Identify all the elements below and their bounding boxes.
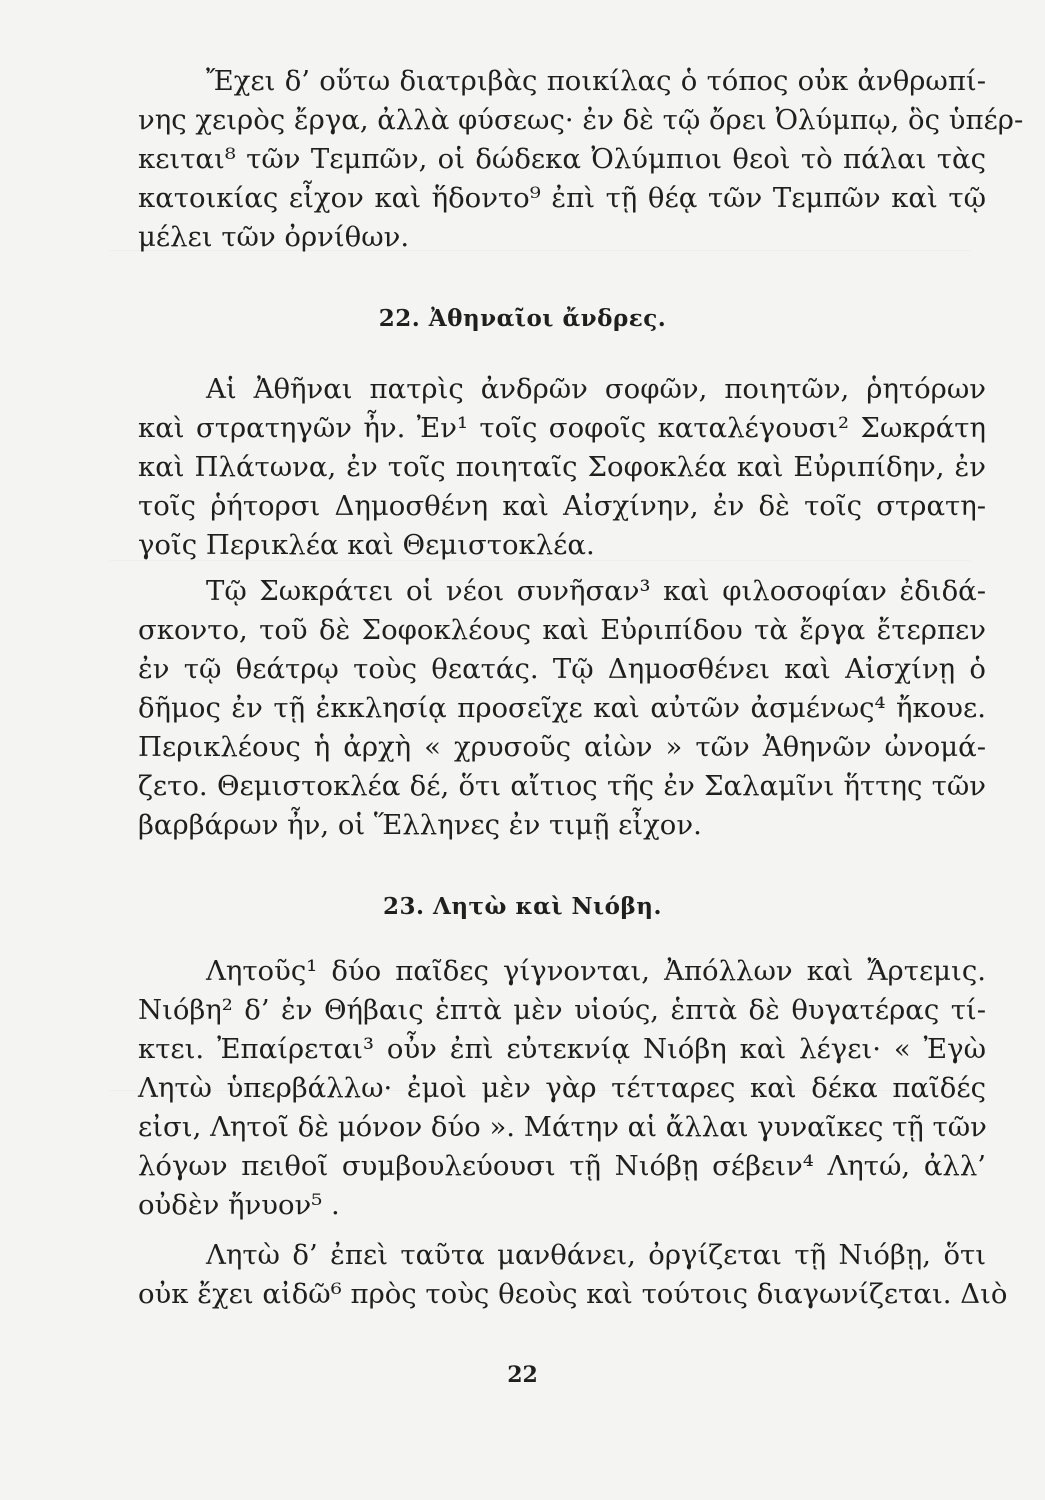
text-line: οὐκ ἔχει αἰδῶ⁶ πρὸς τοὺς θεοὺς καὶ τούτοις διαγωνίζεται. Διὸ (138, 1278, 1008, 1310)
text-line: δῆμος ἐν τῇ ἐκκλησίᾳ προσεῖχε καὶ αὐτῶν ἀσμένως⁴ ἤκουε. (138, 692, 986, 724)
paragraph-22-2 (138, 572, 986, 845)
text-line: γοῖς Περικλέα καὶ Θεμιστοκλέα. (138, 529, 595, 561)
text-line: Νιόβη² δ’ ἐν Θήβαις ἑπτὰ μὲν υἱούς, ἑπτὰ δὲ θυγατέρας τί- (138, 994, 986, 1026)
text-line: τοῖς ῥήτορσι Δημοσθένη καὶ Αἰσχίνην, ἐν δὲ τοῖς στρατη- (138, 490, 986, 522)
text-line: οὐδὲν ἤνυον⁵ . (138, 1189, 340, 1221)
text-line: κειται⁸ τῶν Τεμπῶν, οἱ δώδεκα Ὀλύμπιοι θεοὶ τὸ πάλαι τὰς (138, 143, 986, 175)
paragraph-22-1 (138, 370, 986, 565)
paragraph-intro (138, 62, 1024, 257)
paragraph-23-2 (138, 1236, 1008, 1314)
text-line: σκοντο, τοῦ δὲ Σοφοκλέους καὶ Εὐριπίδου τὰ ἔργα ἔτερπεν (138, 614, 986, 646)
text-line: Περικλέους ἡ ἀρχὴ « χρυσοῦς αἰὼν » τῶν Ἀθηνῶν ὠνομά- (138, 731, 986, 763)
text-line: Τῷ Σωκράτει οἱ νέοι συνῆσαν³ καὶ φιλοσοφίαν ἐδιδά- (206, 575, 986, 607)
text-line: ἐν τῷ θεάτρῳ τοὺς θεατάς. Τῷ Δημοσθένει καὶ Αἰσχίνῃ ὁ (138, 653, 986, 685)
text-line: Αἱ Ἀθῆναι πατρὶς ἀνδρῶν σοφῶν, ποιητῶν, ῥητόρων (206, 373, 986, 405)
section-heading-23: 23. Λητὼ καὶ Νιόβη. (382, 893, 663, 920)
text-line: βαρβάρων ἦν, οἱ Ἕλληνες ἐν τιμῇ εἶχον. (138, 809, 702, 841)
text-line: λόγων πειθοῖ συμβουλεύουσι τῇ Νιόβῃ σέβειν⁴ Λητώ, ἀλλ’ (138, 1150, 986, 1182)
text-line: κτει. Ἐπαίρεται³ οὖν ἐπὶ εὐτεκνίᾳ Νιόβη καὶ λέγει· « Ἐγὼ (138, 1033, 986, 1065)
paragraph-23-1 (138, 952, 986, 1225)
text-line: Λητὼ ὑπερβάλλω· ἐμοὶ μὲν γὰρ τέτταρες καὶ δέκα παῖδές (138, 1072, 986, 1104)
text-line: εἰσι, Λητοῖ δὲ μόνον δύο ». Μάτην αἱ ἄλλαι γυναῖκες τῇ τῶν (138, 1111, 987, 1143)
text-line: κατοικίας εἶχον καὶ ἥδοντο⁹ ἐπὶ τῇ θέᾳ τῶν Τεμπῶν καὶ τῷ (138, 182, 986, 214)
page-number: 22 (507, 1362, 538, 1388)
text-line: Λητοῦς¹ δύο παῖδες γίγνονται, Ἀπόλλων καὶ Ἄρτεμις. (206, 955, 986, 987)
text-line: Λητὼ δ’ ἐπεὶ ταῦτα μανθάνει, ὀργίζεται τῇ Νιόβῃ, ὅτι (206, 1239, 986, 1271)
text-line: νης χειρὸς ἔργα, ἀλλὰ φύσεως· ἐν δὲ τῷ ὄρει Ὀλύμπῳ, ὃς ὑπέρ- (138, 104, 1024, 136)
text-line: μέλει τῶν ὀρνίθων. (138, 221, 410, 253)
text-line: ζετο. Θεμιστοκλέα δέ, ὅτι αἴτιος τῆς ἐν Σαλαμῖνι ἥττης τῶν (138, 770, 986, 802)
text-line: καὶ στρατηγῶν ἦν. Ἐν¹ τοῖς σοφοῖς καταλέγουσι² Σωκράτη (138, 412, 986, 444)
text-line: Ἔχει δ’ οὕτω διατριβὰς ποικίλας ὁ τόπος οὐκ ἀνθρωπί- (206, 65, 986, 97)
text-line: καὶ Πλάτωνα, ἐν τοῖς ποιηταῖς Σοφοκλέα καὶ Εὐριπίδην, ἐν (138, 451, 986, 483)
section-heading-22: 22. Ἀθηναῖοι ἄνδρες. (378, 305, 667, 332)
